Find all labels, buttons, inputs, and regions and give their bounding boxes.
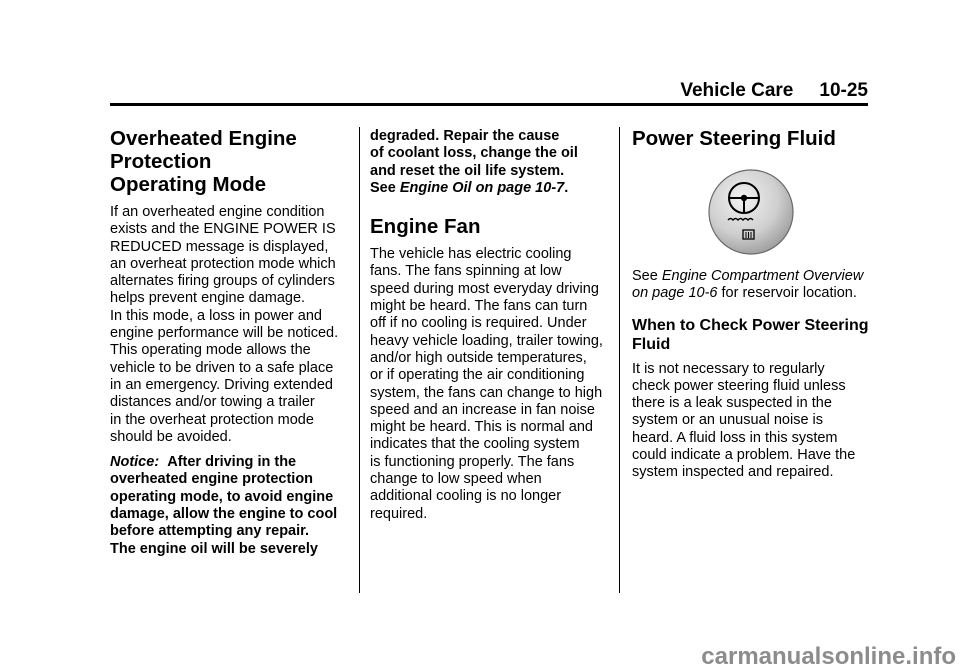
heading-power-steering-fluid: Power Steering Fluid	[632, 127, 836, 150]
text-line: fans. The fans spinning at low	[370, 263, 562, 280]
text-line: overheated engine protection	[110, 471, 314, 488]
text-line: there is a leak suspected in the	[632, 395, 832, 412]
text-line: speed during most everyday driving	[370, 280, 599, 297]
text-line: should be avoided.	[110, 428, 232, 445]
text-line: heard. A fluid loss in this system	[632, 429, 838, 446]
text-line: This operating mode allows the	[110, 342, 311, 359]
text-line: before attempting any repair.	[110, 523, 310, 540]
text-line: could indicate a problem. Have the	[632, 447, 856, 464]
text-line: or if operating the air conditioning	[370, 367, 585, 384]
text-line: indicates that the cooling system	[370, 436, 580, 453]
text-line: vehicle to be driven to a safe place	[110, 359, 334, 376]
text-line: alternates firing groups of cylinders	[110, 273, 335, 290]
text-line: of coolant loss, change the oil	[370, 145, 578, 162]
paragraph-when-to-check	[632, 361, 870, 482]
heading-overheated-engine	[110, 127, 350, 196]
text-line: In this mode, a loss in power and	[110, 307, 322, 324]
text-line: The vehicle has electric cooling	[370, 246, 572, 263]
text-line: degraded. Repair the cause	[370, 128, 560, 144]
text-line: system inspected and repaired.	[632, 464, 834, 481]
text-line: for reservoir location.	[717, 285, 857, 302]
notice-paragraph	[110, 454, 350, 558]
text-line: change to low speed when	[370, 471, 542, 488]
text-line: and reset the oil life system.	[370, 162, 565, 179]
column-1	[110, 127, 350, 558]
text-line: required.	[370, 505, 428, 522]
page-number: 10-25	[819, 80, 868, 101]
notice-continuation	[370, 128, 608, 197]
text-line: and/or high outside temperatures,	[370, 349, 587, 366]
text-line: If an overheated engine condition	[110, 204, 325, 220]
text-line: system, the fans can change to high	[370, 384, 603, 401]
notice-label: Notice:	[110, 454, 160, 471]
subheading-line: When to Check Power Steering	[632, 316, 869, 334]
cross-reference-link[interactable]: Engine Compartment Overview	[661, 268, 864, 284]
cross-reference-link[interactable]: Engine Oil on page 10-7	[399, 179, 565, 196]
heading-engine-fan: Engine Fan	[370, 215, 481, 239]
text-line: exists and the ENGINE POWER IS	[110, 221, 336, 238]
column-3	[632, 127, 870, 482]
text-line: After driving in the	[167, 454, 297, 471]
see-end: .	[564, 179, 569, 196]
page-header	[110, 80, 868, 102]
text-line: heavy vehicle loading, trailer towing,	[370, 332, 603, 349]
paragraph-engine-fan	[370, 246, 608, 523]
text-line: might be heard. This is normal and	[370, 419, 593, 436]
text-line: check power steering fluid unless	[632, 377, 846, 394]
see-word: See	[370, 179, 396, 196]
header-rule	[110, 103, 868, 106]
watermark: carmanualsonline.info	[701, 643, 956, 670]
text-line: It is not necessary to regularly	[632, 360, 825, 377]
section-title: Vehicle Care	[680, 80, 794, 101]
text-line: in an emergency. Driving extended	[110, 376, 333, 393]
icon-container	[632, 168, 870, 258]
paragraph-overheat	[110, 204, 350, 446]
subheading-line: Fluid	[632, 335, 671, 353]
column-divider-1	[359, 127, 360, 593]
text-line: damage, allow the engine to cool	[110, 506, 338, 523]
text-line: distances and/or towing a trailer	[110, 394, 315, 411]
text-line: is functioning properly. The fans	[370, 453, 575, 470]
column-divider-2	[619, 127, 620, 593]
subheading-when-to-check	[632, 316, 870, 354]
paragraph-see-overview	[632, 268, 870, 303]
text-line: operating mode, to avoid engine	[110, 488, 334, 505]
text-line: speed and an increase in fan noise	[370, 401, 595, 418]
text-line: engine performance will be noticed.	[110, 325, 339, 342]
text-line: REDUCED message is displayed,	[110, 238, 329, 255]
text-line: additional cooling is no longer	[370, 488, 562, 505]
text-line: off if no cooling is required. Under	[370, 315, 587, 332]
text-line: in the overheat protection mode	[110, 411, 314, 428]
power-steering-fluid-cap-icon	[707, 168, 795, 256]
text-line: The engine oil will be severely	[110, 540, 318, 557]
text-line: might be heard. The fans can turn	[370, 298, 588, 315]
text-line: system or an unusual noise is	[632, 412, 824, 429]
see-word: See	[632, 268, 658, 284]
cross-reference-link[interactable]: on page 10-6	[632, 285, 718, 302]
heading-line: Overheated Engine	[110, 127, 297, 150]
heading-line: Operating Mode	[110, 173, 267, 196]
column-2	[370, 128, 608, 523]
text-line: helps prevent engine damage.	[110, 290, 306, 307]
heading-line: Protection	[110, 150, 212, 173]
text-line: an overheat protection mode which	[110, 255, 336, 272]
